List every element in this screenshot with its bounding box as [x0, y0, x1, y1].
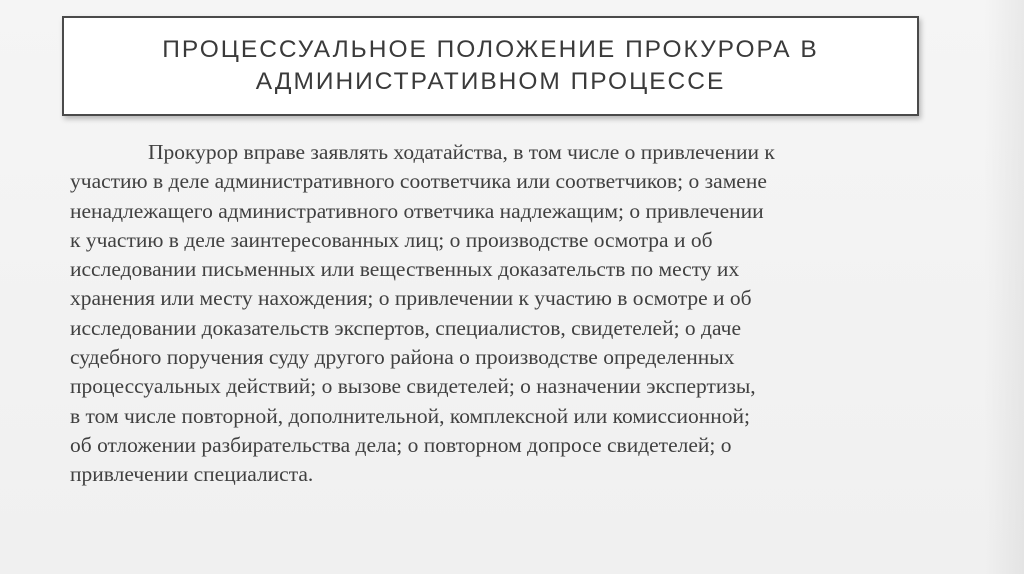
body-line: Прокурор вправе заявлять ходатайства, в том числе о привлечении к	[148, 140, 775, 164]
body-line: хранения или месту нахождения; о привлечении к участию в осмотре и об	[70, 286, 752, 311]
body-line: к участию в деле заинтересованных лиц; о производстве осмотра и об	[70, 227, 713, 252]
body-line: судебного поручения суду другого района о производстве определенных	[70, 345, 735, 370]
body-line: в том числе повторной, дополнительной, комплексной или комиссионной;	[70, 403, 751, 428]
body-line: ненадлежащего административного ответчика надлежащим; о привлечении	[70, 198, 764, 223]
title-box	[62, 16, 919, 116]
title-line-2: АДМИНИСТРАТИВНОМ ПРОЦЕССЕ	[255, 68, 726, 95]
body-line: участию в деле административного соответчика или соответчиков; о замене	[70, 169, 767, 194]
body-line: исследовании доказательств экспертов, специалистов, свидетелей; о даче	[70, 315, 742, 340]
title-line-1: ПРОЦЕССУАЛЬНОЕ ПОЛОЖЕНИЕ ПРОКУРОРА В	[162, 36, 819, 63]
slide-title	[162, 34, 818, 98]
body-line: исследовании письменных или вещественных доказательств по месту их	[70, 257, 740, 282]
body-paragraph	[70, 138, 908, 490]
body-line: процессуальных действий; о вызове свидетелей; о назначении экспертизы,	[70, 374, 756, 399]
slide-edge-shadow	[984, 0, 1024, 574]
body-line: об отложении разбирательства дела; о повторном допросе свидетелей; о	[70, 432, 732, 457]
body-line: привлечении специалиста.	[70, 462, 314, 487]
